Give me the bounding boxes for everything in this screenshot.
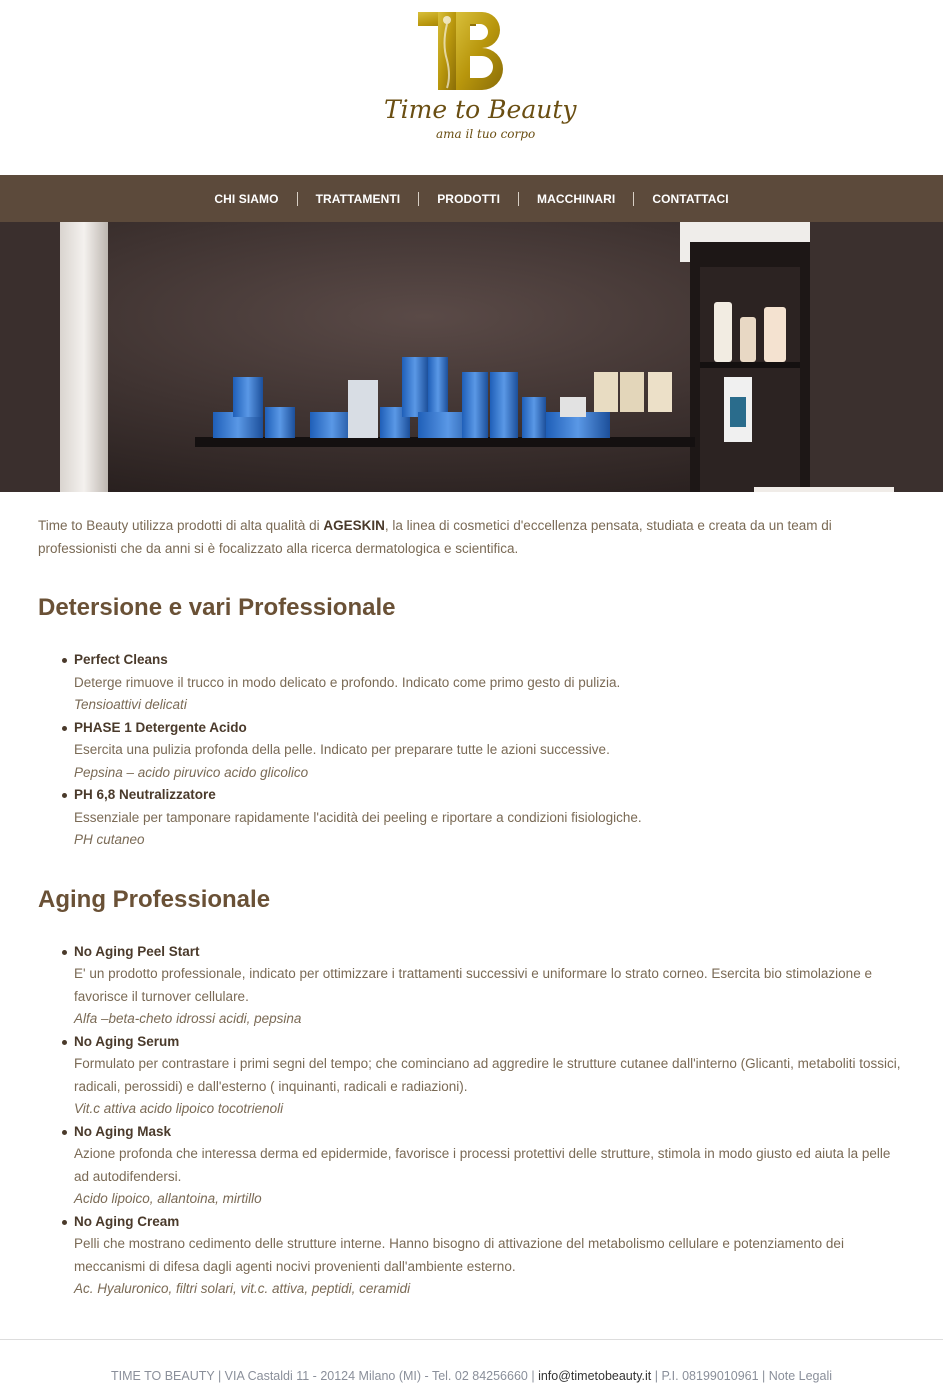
list-item (74, 1031, 905, 1121)
main-content (0, 514, 943, 1301)
list-item (74, 717, 905, 785)
brand-logo[interactable] (378, 8, 577, 150)
intro-text-start: Time to Beauty utilizza prodotti di alta qualità di (38, 518, 324, 533)
product-ingredients: PH cutaneo (74, 832, 145, 847)
product-ingredients: Vit.c attiva acido lipoico tocotrienoli (74, 1101, 284, 1116)
intro-paragraph (38, 514, 905, 560)
nav-item-macchinari[interactable]: MACCHINARI (518, 192, 633, 206)
product-name: No Aging Mask (74, 1123, 172, 1139)
list-item (74, 1211, 905, 1301)
product-name: No Aging Cream (74, 1213, 180, 1229)
footer-company-info: TIME TO BEAUTY | VIA Castaldi 11 - 20124 Milano (MI) - Tel. 02 84256660 | (110, 1368, 539, 1383)
nav-item-contattaci[interactable]: CONTATTACI (633, 192, 746, 206)
list-item (74, 784, 905, 852)
product-description: Formulato per contrastare i primi segni del tempo; che cominciano ad aggredire le strutture cutanee dall'interno (Glicanti, metaboliti tossici, radicali, perossidi) e dall'esterno ( inquinanti, radicali e radiazioni). (74, 1056, 901, 1094)
product-shelf-photo (0, 222, 943, 492)
main-nav (0, 175, 943, 222)
product-description: Pelli che mostrano cedimento delle strutture interne. Hanno bisogno di attivazione del metabolismo cellulare e potenziamento dei meccanismi di difesa dagli agenti nocivi provenienti dall'ambiente esterno. (74, 1236, 844, 1274)
nav-item-prodotti[interactable]: PRODOTTI (418, 192, 518, 206)
footer-legal-link[interactable]: Note Legali (768, 1368, 833, 1383)
product-list-aging (38, 941, 905, 1301)
product-name: PHASE 1 Detergente Acido (74, 719, 247, 735)
list-item (74, 941, 905, 1031)
site-header (0, 0, 943, 175)
product-description: Essenziale per tamponare rapidamente l'acidità dei peeling e riportare a condizioni fisiologiche. (74, 809, 642, 825)
list-item (74, 1121, 905, 1211)
product-ingredients: Ac. Hyaluronico, filtri solari, vit.c. attiva, peptidi, ceramidi (74, 1281, 411, 1296)
product-ingredients: Alfa –beta-cheto idrossi acidi, pepsina (74, 1011, 302, 1026)
intro-text-end: , la linea di cosmetici d'eccellenza pensata, studiata e creata da un team di professionisti che da anni si è focalizzato alla ricerca dermatologica e scientifica. (38, 518, 832, 556)
product-name: Perfect Cleans (74, 652, 168, 667)
product-ingredients: Pepsina – acido piruvico acido glicolico (74, 764, 309, 780)
product-name: PH 6,8 Neutralizzatore (74, 787, 216, 802)
footer-vat: | P.I. 08199010961 | (651, 1368, 769, 1383)
logo-tagline: ama il tuo corpo (436, 127, 536, 141)
product-ingredients: Tensioattivi delicati (74, 697, 187, 712)
nav-item-chi-siamo[interactable]: CHI SIAMO (214, 191, 279, 206)
product-ingredients: Acido lipoico, allantoina, mirtillo (74, 1191, 262, 1206)
logo-wordmark: Time to Beauty (384, 95, 577, 124)
product-description: E' un prodotto professionale, indicato per ottimizzare i trattamenti successivi e uniformare lo strato corneo. Esercita bio stimolazione e favorisce il turnover cellulare. (74, 966, 872, 1004)
product-name: No Aging Peel Start (74, 943, 200, 959)
product-name: No Aging Serum (74, 1033, 180, 1049)
product-description: Azione profonda che interessa derma ed epidermide, favorisce i processi protettivi delle strutture, stimola in modo giusto ed aiuta la pelle ad autodifendersi. (74, 1146, 891, 1184)
product-description: Esercita una pulizia profonda della pelle. Indicato per preparare tutte le azioni successive. (74, 742, 610, 757)
hero-image (0, 222, 943, 492)
product-list-detersione (38, 649, 905, 852)
section-title-aging: Aging Professionale (38, 885, 271, 913)
section-title-detersione: Detersione e vari Professionale (38, 594, 396, 621)
product-description: Deterge rimuove il trucco in modo delicato e profondo. Indicato come primo gesto di pulizia. (74, 674, 621, 690)
site-footer (0, 1339, 943, 1383)
nav-item-trattamenti[interactable]: TRATTAMENTI (297, 192, 419, 206)
list-item (74, 649, 905, 717)
footer-email-link[interactable]: info@timetobeauty.it (538, 1368, 652, 1383)
brand-name: AGESKIN (323, 518, 385, 533)
